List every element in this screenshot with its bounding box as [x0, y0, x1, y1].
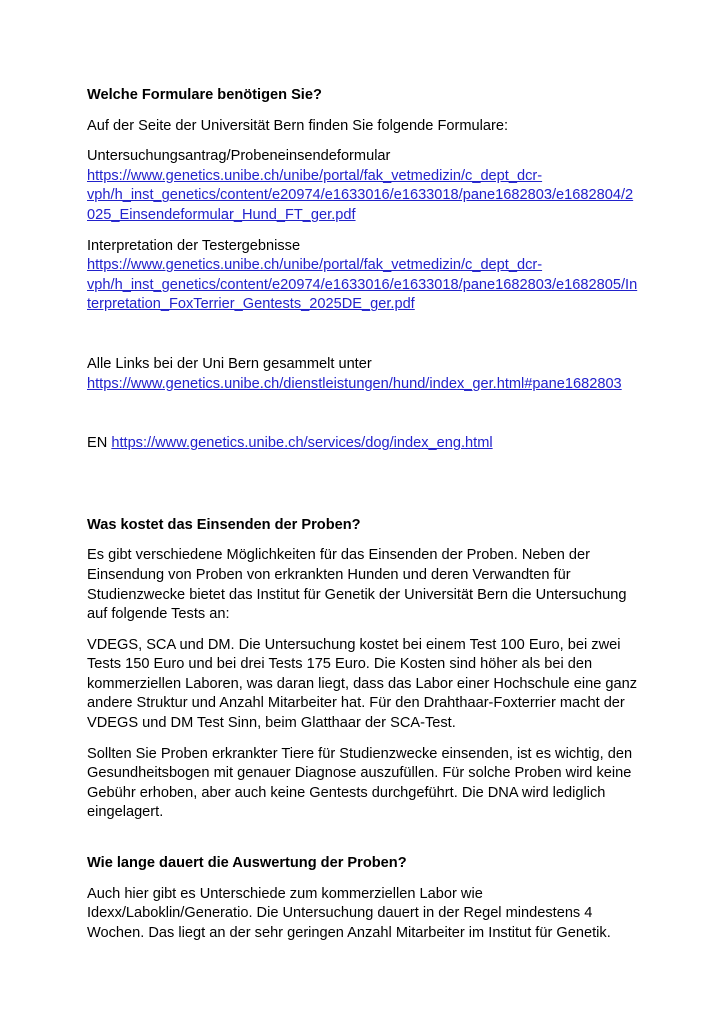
link-line: vph/h_inst_genetics/content/e20974/e1633016/e1633018/pane1682803/e1682805/In [87, 276, 638, 293]
section-heading-costs: Was kostet das Einsenden der Proben? [87, 516, 361, 533]
english-links-entry [87, 434, 647, 454]
link-line: https://www.genetics.unibe.ch/unibe/portal/fak_vetmedizin/c_dept_dcr- [87, 257, 543, 274]
form-label-interpretation: Interpretation der Testergebnisse [87, 237, 301, 254]
link-line: 025_Einsendeformular_Hund_FT_ger.pdf [87, 206, 356, 223]
costs-paragraph-2: VDEGS, SCA und DM. Die Untersuchung kostet bei einem Test 100 Euro, bei zwei Tests 150 Euro und bei drei Tests 175 Euro. Die Kosten sind höher als bei den kommerziellen Laboren, was daran liegt, dass das Labor einer Hochschule eine ganz andere Struktur und Anzahl Mitarbeiter hat. Für den Drahthaar-Foxterrier macht der VDEGS und DM Test Sinn, beim Glatthaar der SCA-Test. [87, 636, 638, 732]
duration-paragraph-1: Auch hier gibt es Unterschiede zum kommerziellen Labor wie Idexx/Laboklin/Generatio. Die Untersuchung dauert in der Regel mindestens 4 Wochen. Das liegt an der sehr geringen Anzahl Mitarbeiter im Institut für Genetik. [87, 885, 611, 941]
form-link-interpretation[interactable] [87, 256, 647, 315]
link-line: terpretation_FoxTerrier_Gentests_2025DE_ger.pdf [87, 296, 415, 313]
form-label-submission: Untersuchungsantrag/Probeneinsendeformular [87, 148, 391, 165]
english-prefix: EN [87, 435, 108, 452]
costs-paragraph-1: Es gibt verschiedene Möglichkeiten für das Einsenden der Proben. Neben der Einsendung von Proben von erkrankten Hunden und deren Verwandten für Studienzwecke bietet das Institut für Genetik der Universität Bern die Untersuchung auf folgende Tests an: [87, 547, 627, 623]
all-links-text: Alle Links bei der Uni Bern gesammelt unter [87, 355, 372, 372]
document-page [87, 83, 647, 954]
english-links-url[interactable]: https://www.genetics.unibe.ch/services/dog/index_eng.html [111, 435, 493, 452]
section-heading-forms: Welche Formulare benötigen Sie? [87, 87, 322, 103]
form-link-submission[interactable] [87, 167, 647, 226]
costs-paragraph-3: Sollten Sie Proben erkrankter Tiere für Studienzwecke einsenden, ist es wichtig, den Gesundheitsbogen mit genauer Diagnose auszufüllen. Für solche Proben wird keine Gebühr erhoben, aber auch keine Gentests durchgeführt. Die DNA wird lediglich eingelagert. [87, 745, 633, 821]
form-entry-submission [87, 147, 647, 225]
all-links-url[interactable]: https://www.genetics.unibe.ch/dienstleistungen/hund/index_ger.html#pane1682803 [87, 375, 622, 392]
section-heading-duration: Wie lange dauert die Auswertung der Proben? [87, 855, 407, 872]
form-entry-interpretation [87, 237, 647, 315]
link-line: vph/h_inst_genetics/content/e20974/e1633016/e1633018/pane1682803/e1682804/2 [87, 187, 634, 204]
forms-intro: Auf der Seite der Universität Bern finden Sie folgende Formulare: [87, 117, 509, 134]
all-links-entry [87, 355, 647, 394]
link-line: https://www.genetics.unibe.ch/unibe/portal/fak_vetmedizin/c_dept_dcr- [87, 167, 543, 184]
